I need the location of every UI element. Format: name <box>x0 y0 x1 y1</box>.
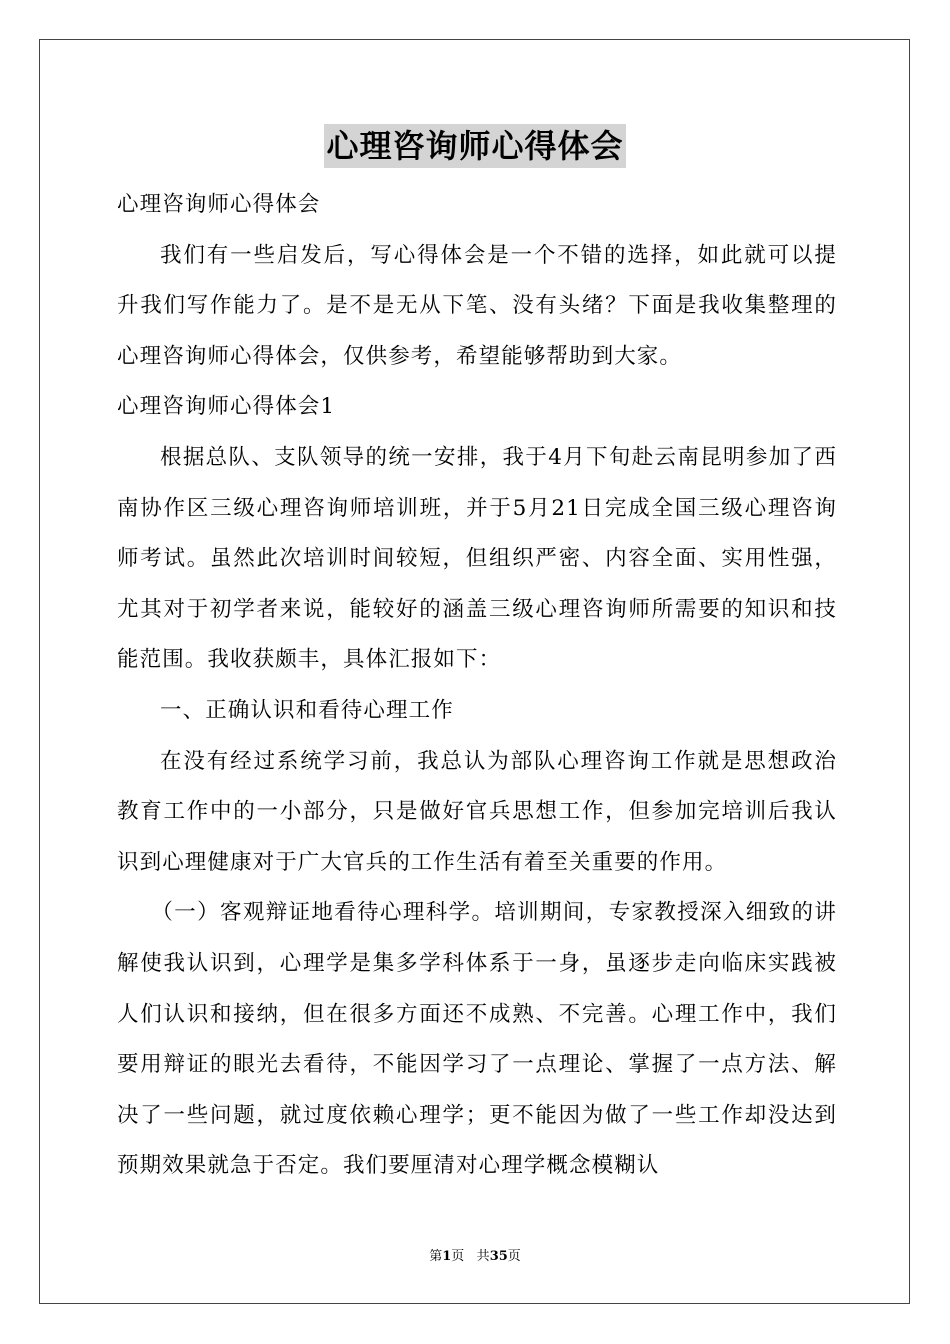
title-area <box>0 124 950 168</box>
total-pages: 35 <box>489 1249 508 1264</box>
document-title: 心理咨询师心得体会 <box>324 124 625 168</box>
page-number: 1 <box>442 1249 452 1264</box>
total-prefix: 共 <box>476 1249 490 1264</box>
body-paragraph: （一）客观辩证地看待心理科学。培训期间，专家教授深入细致的讲解使我认识到，心理学是集多学科体系于一身，虽逐步走向临床实践被人们认识和接纳，但在很多方面还不成熟、不完善。心理工作中，我们要用辩证的眼光去看待，不能因学习了一点理论、掌握了一点方法、解决了一些问题，就过度依赖心理学；更不能因为做了一些工作却没达到预期效果就急于否定。我们要厘清对心理学概念模糊认 <box>117 900 837 1179</box>
total-suffix: 页 <box>507 1249 521 1264</box>
subsection-heading: 一、正确认识和看待心理工作 <box>160 697 454 723</box>
document-body <box>117 180 837 1192</box>
intro-paragraph: 我们有一些启发后，写心得体会是一个不错的选择，如此就可以提升我们写作能力了。是不是无从下笔、没有头绪？下面是我收集整理的心理咨询师心得体会，仅供参考，希望能够帮助到大家。 <box>117 242 837 369</box>
body-paragraph: 在没有经过系统学习前，我总认为部队心理咨询工作就是思想政治教育工作中的一小部分，只是做好官兵思想工作，但参加完培训后我认识到心理健康对于广大官兵的工作生活有着至关重要的作用。 <box>117 748 837 875</box>
page-suffix: 页 <box>451 1249 465 1264</box>
page-prefix: 第 <box>429 1249 443 1264</box>
subtitle-paragraph: 心理咨询师心得体会 <box>117 192 321 217</box>
page-footer <box>0 1248 950 1266</box>
body-paragraph: 根据总队、支队领导的统一安排，我于4月下旬赴云南昆明参加了西南协作区三级心理咨询师培训班，并于5月21日完成全国三级心理咨询师考试。虽然此次培训时间较短，但组织严密、内容全面、实用性强，尤其对于初学者来说，能较好的涵盖三级心理咨询师所需要的知识和技能范围。我收获颇丰，具体汇报如下： <box>117 444 837 673</box>
section-heading: 心理咨询师心得体会1 <box>117 394 336 420</box>
